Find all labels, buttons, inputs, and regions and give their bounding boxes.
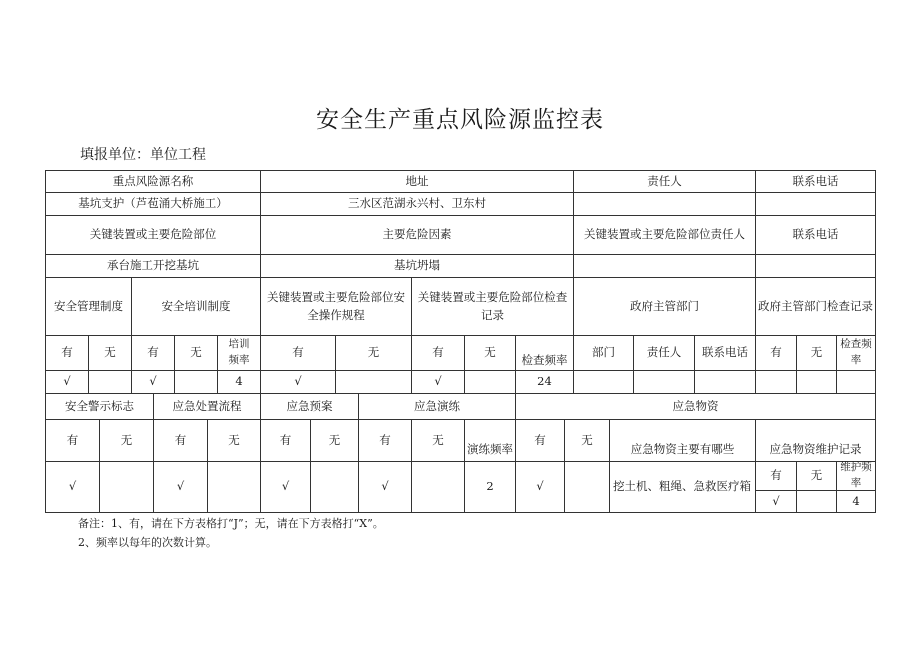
header-emergency-flow: 应急处置流程 [172,398,242,413]
cell-risk-source-name: 基坑支护（芦苞涌大桥施工） [78,196,228,211]
check-materials-yes: √ [536,479,544,494]
sub-yes: 有 [174,432,187,447]
page-title: 安全生产重点风险源监控表 [316,107,604,133]
cell-responsible-person [574,193,755,215]
sub-check-frequency: 检查频率 [521,353,568,368]
sub-tel: 联系电话 [702,345,748,360]
header-safety-management: 安全管理制度 [54,298,123,313]
sub-yes: 有 [770,345,782,360]
sub-no: 无 [120,432,133,447]
sub-no: 无 [328,432,341,447]
sub-yes: 有 [379,432,391,447]
value-check-frequency: 24 [537,374,552,389]
cell-contact-phone [756,193,875,215]
check-materials-record-yes: √ [772,493,780,508]
check-drill-yes: √ [381,479,389,494]
sub-department: 部门 [592,345,615,360]
check-emergency-plan-yes: √ [281,479,290,494]
value-drill-frequency: 2 [486,479,494,494]
header-gov-department: 政府主管部门 [630,298,699,313]
sub-yes: 有 [770,468,782,483]
sub-no: 无 [228,432,240,447]
sub-no: 无 [190,345,202,360]
sub-gov-check-frequency: 检查频率 [840,338,872,366]
sub-yes: 有 [292,345,304,360]
header-operation-rules: 关键装置或主要危险部位安全操作规程 [267,290,405,322]
sub-yes: 有 [432,345,444,360]
check-safety-mgmt-yes: √ [63,374,71,389]
header-main-risk-factor: 主要危险因素 [382,227,452,242]
value-maintenance-frequency: 4 [852,493,860,508]
sub-yes: 有 [61,345,73,360]
sub-training-frequency: 培训频率 [228,338,250,366]
header-risk-source-name: 重点风险源名称 [112,174,194,189]
cell-main-risk-factor: 基坑坍塌 [394,258,440,273]
sub-no: 无 [432,432,444,447]
sub-yes: 有 [279,432,292,447]
header-contact-phone: 联系电话 [792,174,839,189]
header-emergency-plan: 应急预案 [286,398,333,413]
header-address: 地址 [405,174,429,189]
sub-no: 无 [810,468,823,483]
header-inspection-record: 关键装置或主要危险部位检查记录 [417,290,568,322]
check-inspection-yes: √ [434,374,442,389]
value-training-frequency: 4 [235,374,243,389]
check-emergency-flow-yes: √ [176,479,185,494]
sub-no: 无 [581,432,593,447]
header-contact-phone-2: 联系电话 [792,227,839,242]
check-operation-rules-yes: √ [294,374,302,389]
value-materials-main: 挖土机、粗绳、急救医疗箱 [613,479,751,494]
header-emergency-drill: 应急演练 [414,398,460,413]
sub-yes: 有 [66,432,79,447]
header-gov-check-record: 政府主管部门检查记录 [758,298,873,313]
check-warning-sign-yes: √ [68,479,77,494]
cell-address: 三水区范湖永兴村、卫东村 [348,196,486,211]
sub-yes: 有 [534,432,546,447]
cell-key-location: 承台施工开挖基坑 [107,258,199,273]
sub-yes: 有 [147,345,159,360]
sub-drill-frequency: 演练频率 [467,441,513,456]
note-line-2: 2、频率以每年的次数计算。 [78,536,217,549]
reporting-unit: 填报单位：单位工程 [80,147,206,163]
header-key-location: 关键装置或主要危险部位 [89,227,217,242]
sub-person: 责任人 [646,345,682,360]
sub-materials-main: 应急物资主要有哪些 [630,441,735,456]
sub-maintenance-frequency: 维护频率 [840,461,872,489]
header-emergency-materials: 应急物资 [672,398,719,413]
header-safety-training: 安全培训制度 [161,298,231,313]
check-safety-train-yes: √ [149,374,157,389]
sub-no: 无 [810,345,823,360]
sub-materials-record: 应急物资维护记录 [769,441,862,456]
sub-no: 无 [104,345,116,360]
header-warning-sign: 安全警示标志 [65,398,134,413]
note-line-1: 备注：1、有，请在下方表格打“J”；无，请在下方表格打“X”。 [78,517,384,530]
header-key-location-person: 关键装置或主要危险部位责任人 [584,227,745,242]
sub-no: 无 [484,345,496,360]
sub-no: 无 [367,345,380,360]
header-responsible-person: 责任人 [647,174,682,189]
